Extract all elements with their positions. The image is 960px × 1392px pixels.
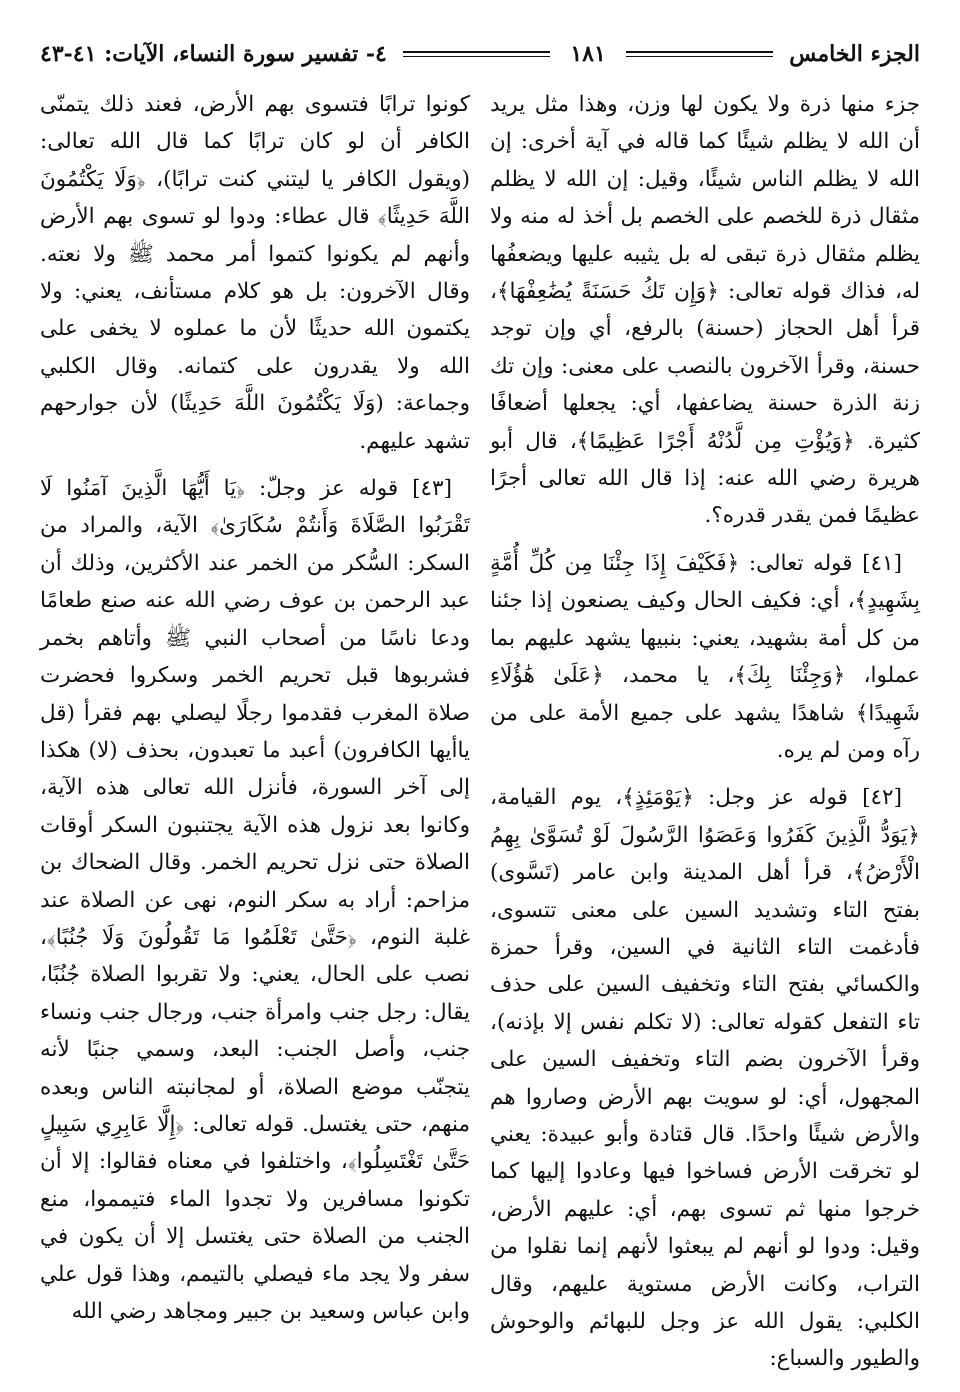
paragraph-verse-43: [٤٣] قوله عز وجلّ: ﴿يَا أَيُّهَا الَّذِينَ آمَنُوا لَا تَقْرَبُوا الصَّلَاةَ وَأَنتُمْ سُكَارَىٰ﴾ الآية، والمراد من السكر: السُّكر من الخمر عند الأكثرين، وذلك أن عبد الرحمن بن عوف رضي الله عنه صنع طعامًا ودعا ناسًا من أصحاب النبي ﷺ وأتاهم بخمر فشربوها قبل تحريم الخمر وسكروا فحضرت صلاة المغرب فقدموا رجلًا ليصلي بهم فقرأ (قل ياأيها الكافرون) أعبد ما تعبدون، بحذف (لا) هكذا إلى آخر السورة، فأنزل الله تعالى هذه الآية، وكانوا بعد نزول هذه الآية يجتنبون السكر أوقات الصلاة حتى نزل تحريم الخمر. وقال الضحاك بن مزاحم: أراد به سكر النوم، نهى عن الصلاة عند غلبة النوم، ﴿حَتَّىٰ تَعْلَمُوا مَا تَقُولُونَ وَلَا جُنُبًا﴾، نصب على الحال، يعني: ولا تقربوا الصلاة جُنُبًا، يقال: رجل جنب وامرأة جنب، ورجال جنب ونساء جنب، وأصل الجنب: البعد، وسمي جنبًا لأنه يتجنّب موضع الصلاة، أو لمجانبته الناس وبعده منهم، حتى يغتسل. قوله تعالى: ﴿إِلَّا عَابِرِي سَبِيلٍ حَتَّىٰ تَغْتَسِلُوا﴾، واختلفوا في معناه فقالوا: إلا أن تكونوا مسافرين ولا تجدوا الماء فتيمموا، منع الجنب من الصلاة حتى يغتسل إلا أن يكون في سفر ولا يجد ماء فيصلي بالتيمم، وهذا قول علي وابن عباس وسعيد بن جبير ومجاهد رضي الله: [40, 476, 470, 1324]
part-title: الجزء الخامس: [789, 41, 920, 67]
paragraph: كونوا ترابًا فتسوى بهم الأرض، فعند ذلك يتمنّى الكافر أن لو كان ترابًا كما قال الله تعالى: (ويقول الكافر يا ليتني كنت ترابًا)، ﴿وَلَا يَكْتُمُونَ اللَّهَ حَدِيثًا﴾ قال عطاء: ودوا لو تسوى بهم الأرض وأنهم لم يكونوا كتموا أمر محمد ﷺ ولا نعته. وقال الآخرون: بل هو كلام مستأنف، يعني: ولا يكتمون الله حديثًا لأن ما عملوه لا يخفى على الله ولا يقدرون على كتمانه. وقال الكلبي وجماعة: (وَلَا يَكْتُمُونَ اللَّهَ حَدِيثًا) لأن جوارحهم تشهد عليهم.: [40, 92, 470, 454]
text-columns: [40, 86, 920, 1378]
left-column: [40, 86, 470, 1378]
right-column: [490, 86, 920, 1378]
paragraph: جزء منها ذرة ولا يكون لها وزن، وهذا مثل يريد أن الله لا يظلم شيئًا كما قاله في آية أخرى: إن الله لا يظلم الناس شيئًا، وقيل: إن الله لا يظلم مثقال ذرة للخصم على الخصم بل أخذ له منه ولا يظلم مثقال ذرة تبقى له بل يثيبه عليها ويضعفُها له، فذاك قوله تعالى: ﴿وَإِن تَكُ حَسَنَةً يُضَٰعِفْهَا﴾، قرأ أهل الحجاز (حسنة) بالرفع، أي وإن توجد حسنة، وقرأ الآخرون بالنصب على معنى: وإن تك زنة الذرة حسنة يضاعفها، أي: يجعلها أضعافًا كثيرة. ﴿وَيُؤْتِ مِن لَّدُنْهُ أَجْرًا عَظِيمًا﴾، قال أبو هريرة رضي الله عنه: إذا قال الله تعالى أجرًا عظيمًا فمن يقدر قدره؟.: [490, 92, 920, 529]
page-header: [40, 34, 920, 74]
header-rule-right: [626, 51, 774, 57]
page-number: ١٨١: [570, 41, 606, 67]
paragraph-verse-41: [٤١] قوله تعالى: ﴿فَكَيْفَ إِذَا جِئْنَا مِن كُلِّ أُمَّةٍ بِشَهِيدٍ﴾، أي: فكيف الحال وكيف يصنعون إذا جئنا من كل أمة بشهيد، يعني: بنبيها يشهد عليهم بما عملوا، ﴿وَجِئْنَا بِكَ﴾، يا محمد، ﴿عَلَىٰ هَٰؤُلَاءِ شَهِيدًا﴾ شاهدًا يشهد على جميع الأمة على من رآه ومن لم يره.: [490, 550, 920, 763]
section-title: ٤- تفسير سورة النساء، الآيات: ٤١-٤٣: [40, 41, 387, 67]
paragraph-verse-42: [٤٢] قوله عز وجل: ﴿يَوْمَئِذٍ﴾، يوم القيامة، ﴿يَوَدُّ الَّذِينَ كَفَرُوا وَعَصَوُا الرَّسُولَ لَوْ تُسَوَّىٰ بِهِمُ الْأَرْضُ﴾، قرأ أهل المدينة وابن عامر (تَسَّوى) بفتح التاء وتشديد السين على معنى تتسوى، فأدغمت التاء الثانية في السين، وقرأ حمزة والكسائي بفتح التاء وتخفيف السين على حذف تاء التفعل كقوله تعالى: (لا تكلم نفس إلا بإذنه)، وقرأ الآخرون بضم التاء وتخفيف السين على المجهول، أي: لو سويت بهم الأرض وصاروا هم والأرض شيئًا واحدًا. قال قتادة وأبو عبيدة: يعني لو تخرقت الأرض فساخوا فيها وعادوا إليها كما خرجوا منها ثم تسوى بهم، أي: عليهم الأرض، وقيل: ودوا لو أنهم لم يبعثوا لأنهم إنما نقلوا من التراب، وكانت الأرض مستوية عليهم، وقال الكلبي: يقول الله عز وجل للبهائم والوحوش والطيور والسباع:: [490, 785, 920, 1372]
header-rule-left: [403, 51, 551, 57]
